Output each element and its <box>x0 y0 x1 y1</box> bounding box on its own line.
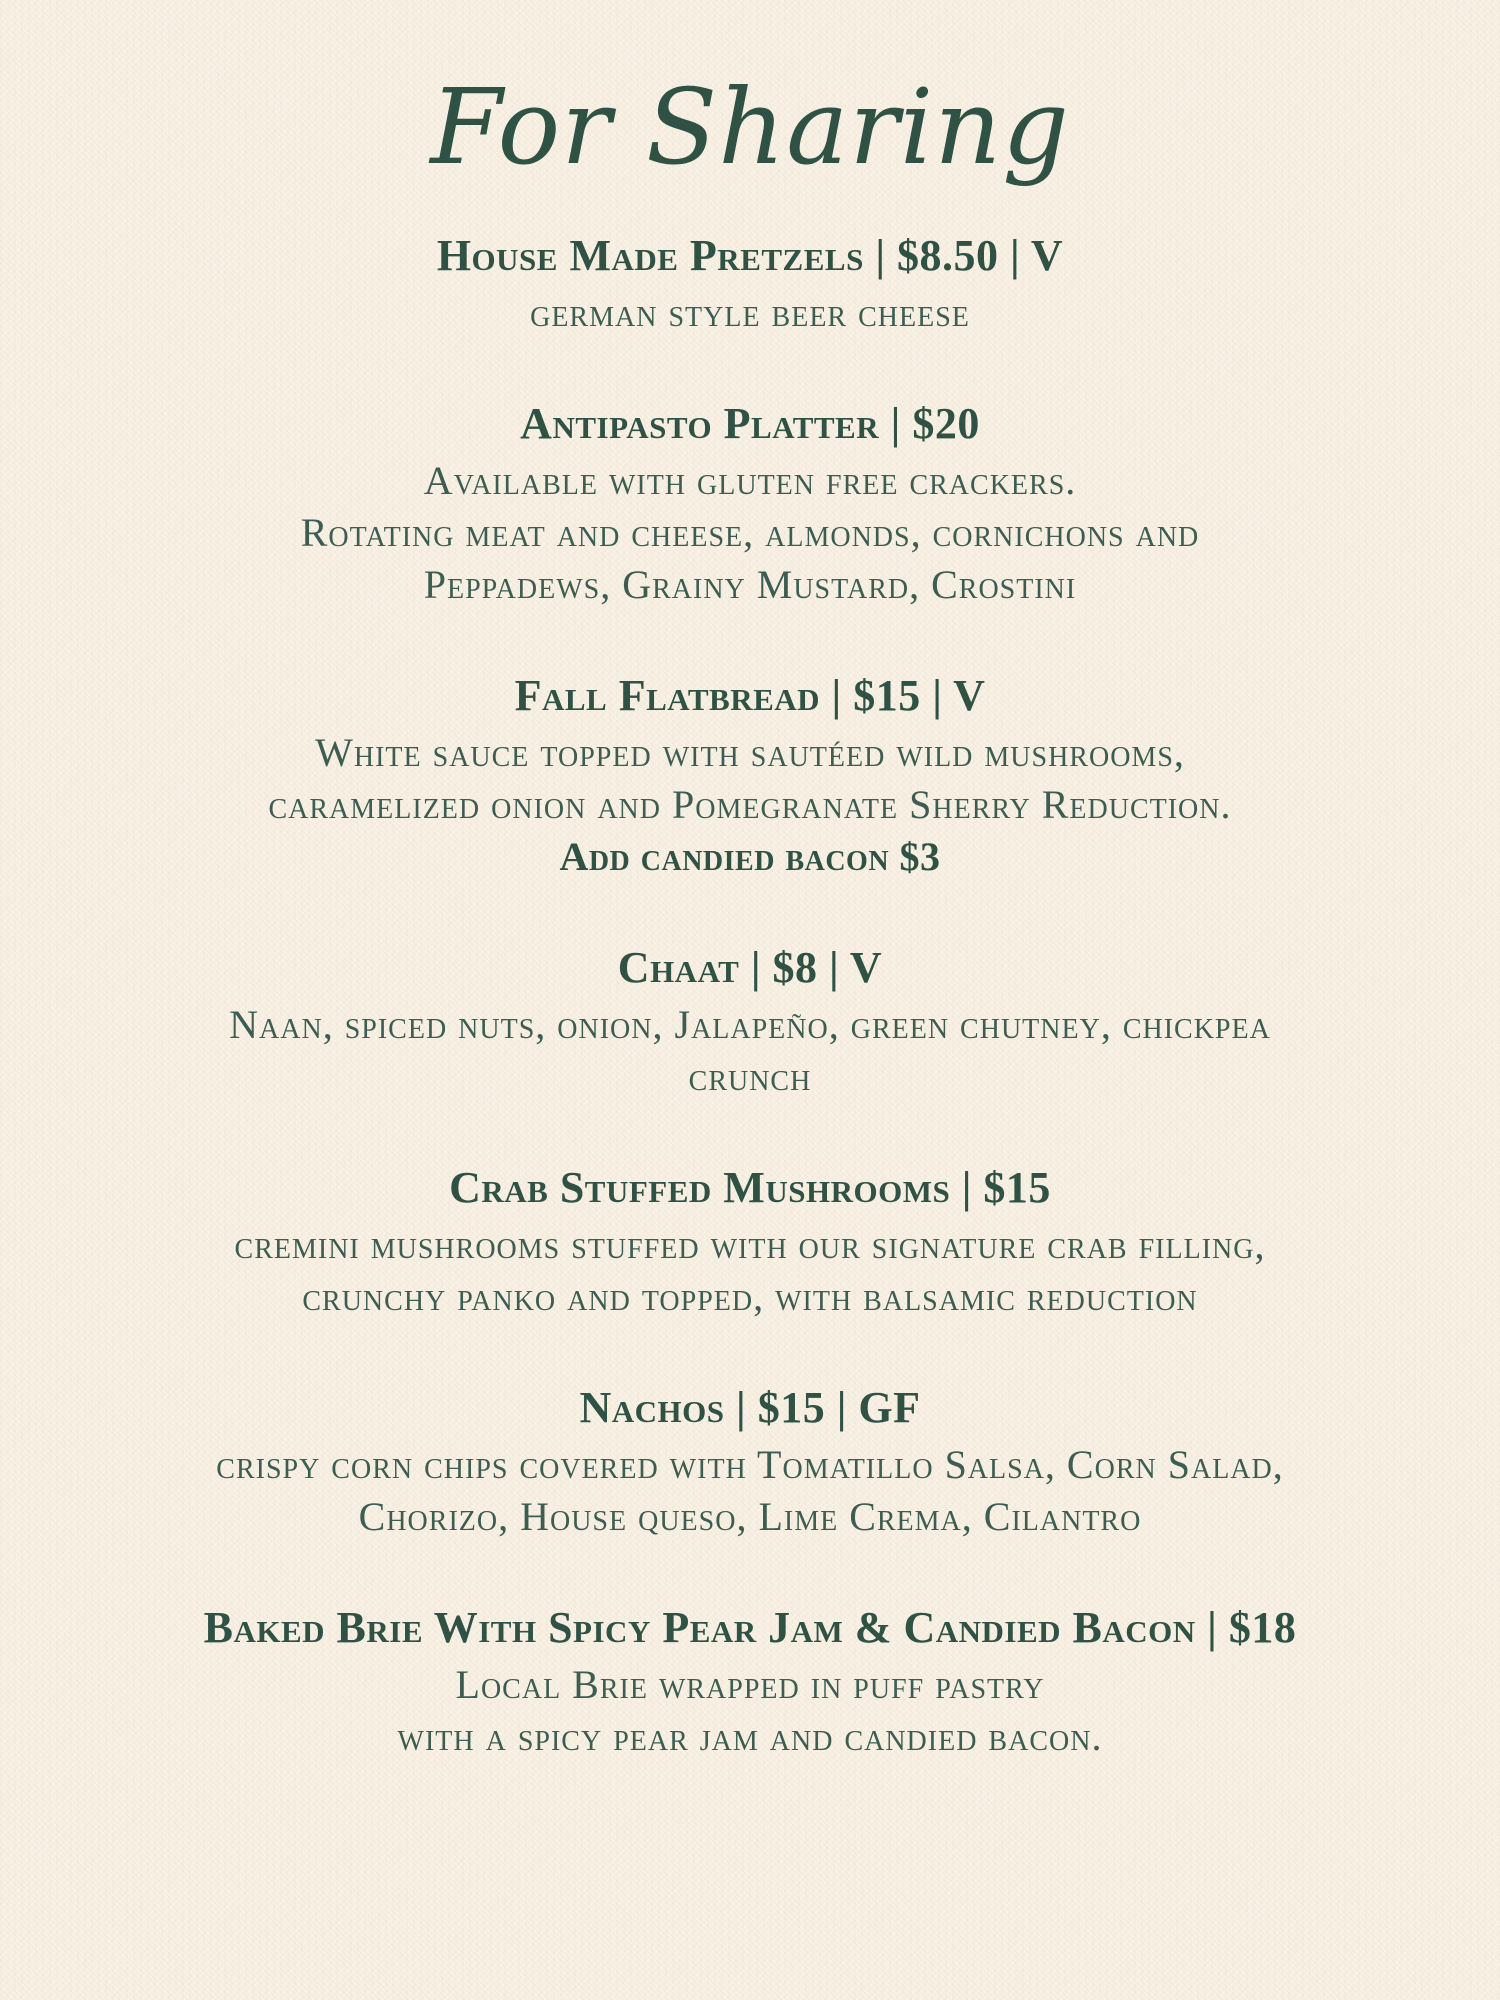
item-description: White sauce topped with sautéed wild mushrooms, <box>315 730 1185 775</box>
item-heading: Nachos | $15 | GF <box>579 1383 921 1432</box>
item-heading: Crab Stuffed Mushrooms | $15 <box>449 1163 1051 1212</box>
menu-item-pretzels <box>100 225 1400 339</box>
menu-item-chaat <box>100 937 1400 1103</box>
item-heading: Chaat | $8 | V <box>617 943 883 992</box>
item-description: cremini mushrooms stuffed with our signature crab filling, <box>234 1222 1266 1267</box>
item-description: Naan, spiced nuts, onion, Jalapeño, green chutney, chickpea <box>229 1002 1271 1047</box>
item-description: crunch <box>688 1054 812 1099</box>
item-description: german style beer cheese <box>530 290 970 335</box>
item-description: Peppadews, Grainy Mustard, Crostini <box>423 562 1077 607</box>
item-description: Rotating meat and cheese, almonds, cornichons and <box>300 510 1200 555</box>
menu-item-flatbread <box>100 665 1400 883</box>
item-description: Available with gluten free crackers. <box>423 458 1077 503</box>
menu-title: For Sharing <box>430 66 1070 188</box>
menu-item-antipasto <box>100 393 1400 611</box>
item-addon: Add candied bacon $3 <box>559 834 941 879</box>
item-description: caramelized onion and Pomegranate Sherry Reduction. <box>268 782 1232 827</box>
item-description: Chorizo, House queso, Lime Crema, Cilantro <box>358 1494 1142 1539</box>
menu-items <box>100 225 1400 1817</box>
menu-item-nachos <box>100 1377 1400 1543</box>
item-heading: Fall Flatbread | $15 | V <box>514 671 986 720</box>
menu-item-crab-mushrooms <box>100 1157 1400 1323</box>
item-description: crispy corn chips covered with Tomatillo Salsa, Corn Salad, <box>216 1442 1284 1487</box>
menu-item-baked-brie <box>100 1597 1400 1763</box>
item-description: with a spicy pear jam and candied bacon. <box>397 1714 1103 1759</box>
item-description: crunchy panko and topped, with balsamic reduction <box>302 1274 1198 1319</box>
item-description: Local Brie wrapped in puff pastry <box>455 1662 1045 1707</box>
item-heading: Antipasto Platter | $20 <box>520 399 980 448</box>
item-heading: Baked Brie With Spicy Pear Jam & Candied Bacon | $18 <box>203 1603 1297 1652</box>
item-heading: House Made Pretzels | $8.50 | V <box>436 231 1064 280</box>
